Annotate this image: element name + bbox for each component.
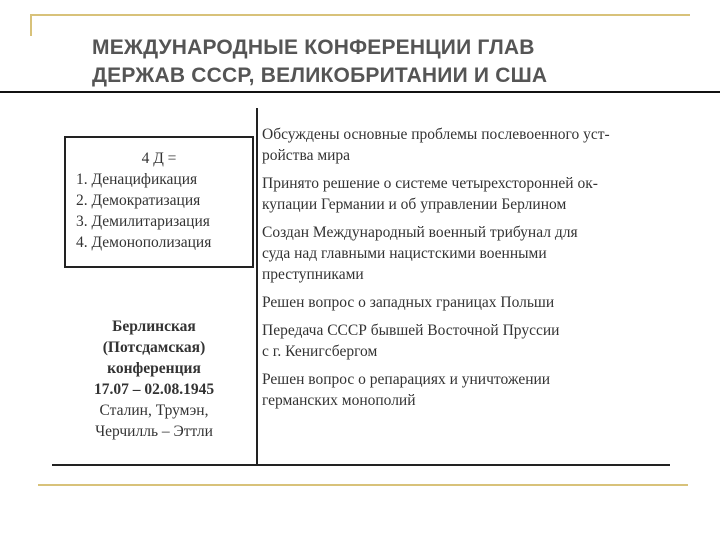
decision-line: Обсуждены основные проблемы послевоенного уст- [262,126,610,143]
header-rule [0,91,720,93]
principles-heading: 4 Д = [141,150,177,167]
conference-participants-line-1: Сталин, Трумэн, [99,402,209,419]
decision-item [262,173,682,215]
decisions-list [262,124,682,418]
decision-line: купации Германии и об управлении Берлином [262,196,567,213]
decision-line: суда над главными нацистскими военными [262,245,547,262]
page-title-line-2: ДЕРЖАВ СССР, ВЕЛИКОБРИТАНИИ И США [92,64,548,87]
table-bottom-rule [52,464,670,466]
conference-participants-line-2: Черчилль – Эттли [95,423,213,440]
conference-info [52,316,256,442]
decision-line: Передача СССР бывшей Восточной Пруссии [262,322,560,339]
decision-item [262,369,682,411]
decision-line: с г. Кенигсбергом [262,343,378,360]
decision-item [262,222,682,285]
principles-box [64,136,254,268]
principle-item: 3. Демилитаризация [76,213,210,230]
decor-corner-line [30,14,32,36]
decision-item [262,124,682,166]
decision-line: германских монополий [262,392,416,409]
conference-name-line-3: конференция [107,360,201,377]
principle-item: 1. Денацификация [76,171,198,188]
conference-name-line-2: (Потсдамская) [102,339,206,356]
page-title [92,34,692,90]
conference-dates: 17.07 – 02.08.1945 [93,381,215,398]
decision-item [262,320,682,362]
decision-line: Решен вопрос о западных границах Польши [262,294,555,311]
conference-name-line-1: Берлинская [112,318,196,335]
decision-line: Создан Международный военный трибунал для [262,224,578,241]
decision-line: Решен вопрос о репарациях и уничтожении [262,371,551,388]
decor-top-rule [30,14,690,16]
page-title-line-1: МЕЖДУНАРОДНЫЕ КОНФЕРЕНЦИИ ГЛАВ [92,36,535,59]
decision-line: преступниками [262,266,364,283]
principle-item: 2. Демократизация [76,192,201,209]
decision-line: ройства мира [262,147,351,164]
decision-item [262,292,682,313]
principle-item: 4. Демонополизация [76,234,212,251]
decor-bottom-rule [38,484,688,486]
column-divider [256,108,258,466]
decision-line: Принято решение о системе четырехсторонней ок- [262,175,598,192]
